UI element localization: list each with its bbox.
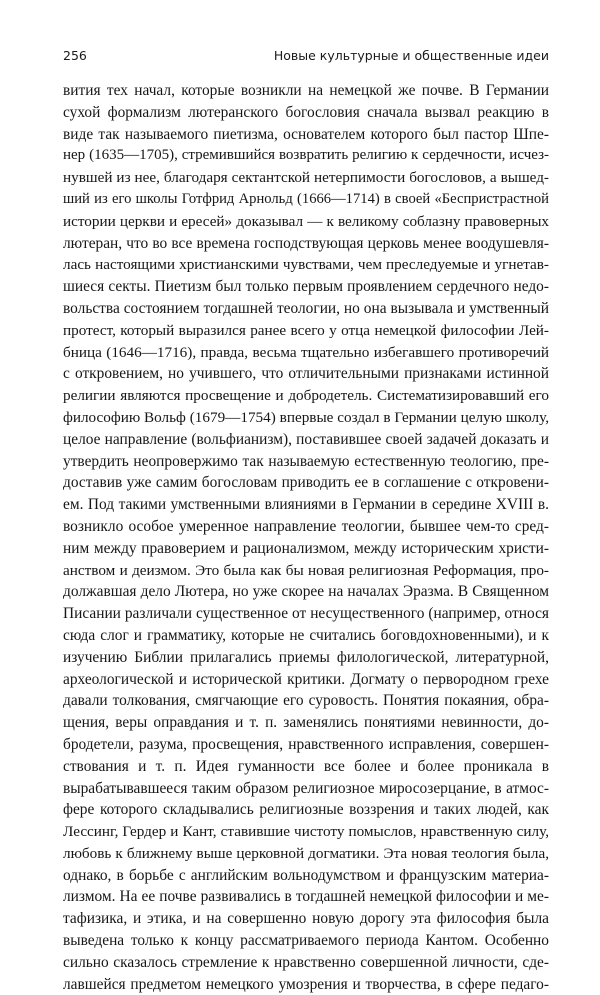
text-line: вырабатывавшееся таким образом религиозное миросозерцание, в атмос- bbox=[63, 779, 549, 797]
text-line: религии являются просвещение и добродетель. Систематизировавший его bbox=[63, 387, 549, 405]
text-line: сюда слог и грамматику, которые не считались боговдохновенными), и к bbox=[63, 626, 549, 644]
text-line: выведена только к концу рассматриваемого периода Кантом. Особенно bbox=[63, 932, 549, 950]
text-line: Писании различали существенное от несущественного (например, относя bbox=[63, 605, 549, 623]
body-text bbox=[63, 80, 549, 995]
text-line: вольства состоянием тогдашней теологии, но она вызывала и умственный bbox=[63, 299, 549, 317]
text-line: тафизика, и этика, и на совершенно новую дорогу эта философия была bbox=[63, 910, 549, 928]
text-line: лавшейся предметом немецкого умозрения и творчества, в сфере педаго- bbox=[63, 975, 549, 993]
text-line: лизмом. На ее почве развивались в тогдашней немецкой философии и ме- bbox=[63, 888, 549, 906]
text-line: возникло особое умеренное направление теологии, бывшее чем-то сред- bbox=[63, 517, 549, 535]
text-line: изучению Библии прилагались приемы филологической, литературной, bbox=[63, 648, 549, 666]
running-title: Новые культурные и общественные идеи bbox=[273, 48, 549, 63]
text-line: ший из его школы Готфрид Арнольд (1666—1714) в своей «Беспристрастной bbox=[63, 190, 549, 207]
text-line: бница (1646—1716), правда, весьма тщательно избегавшего противоречий bbox=[63, 343, 549, 361]
text-line: шиеся секты. Пиетизм был только первым проявлением сердечного недо- bbox=[63, 278, 549, 296]
text-line: сухой формализм лютеранского богословия сначала вызвал реакцию в bbox=[63, 103, 549, 121]
text-line: вития тех начал, которые возникли на немецкой же почве. В Германии bbox=[63, 82, 549, 99]
text-line: виде так называемого пиетизма, основателем которого был пастор Шпе- bbox=[63, 125, 549, 143]
text-line: Лессинг, Гердер и Кант, ставившие чистоту помыслов, нравственную силу, bbox=[63, 823, 549, 841]
text-line: протест, который выразился ранее всего у отца немецкой философии Лей- bbox=[63, 321, 549, 339]
text-line: нувшей из нее, благодаря сектантской нетерпимости богословов, а вышед- bbox=[63, 169, 549, 187]
text-line: ствования и т. п. Идея гуманности все более и более проникала в bbox=[63, 757, 549, 775]
page-header bbox=[63, 48, 549, 64]
text-line: нер (1635—1705), стремившийся возвратить религию к сердечности, исчез- bbox=[63, 147, 549, 164]
text-line: давали толкования, смягчающие его суровость. Понятия покаяния, обра- bbox=[63, 692, 549, 710]
text-line: фере которого складывались религиозные воззрения и таких людей, как bbox=[63, 801, 549, 819]
text-line: с откровением, но учившего, что отличительными признаками истинной bbox=[63, 365, 549, 383]
text-line: доставив уже самим богословам приводить ее в соглашение с откровени- bbox=[63, 474, 549, 492]
text-line: бродетели, разума, просвещения, нравственного исправления, совершен- bbox=[63, 735, 549, 753]
text-line: лась настоящими христианскими чувствами, чем преследуемые и угнетав- bbox=[63, 256, 549, 274]
text-line: щения, веры оправдания и т. п. заменялись понятиями невинности, до- bbox=[63, 714, 549, 732]
text-line: истории церкви и ересей» доказывал — к великому соблазну правоверных bbox=[63, 212, 549, 230]
text-line: утвердить неопровержимо так называемую естественную теологию, пре- bbox=[63, 452, 549, 470]
text-line: философию Вольф (1679—1754) впервые создал в Германии целую школу, bbox=[63, 408, 549, 426]
text-line: должавшая дело Лютера, но уже скорее на началах Эразма. В Священном bbox=[63, 583, 549, 601]
text-line: целое направление (вольфианизм), поставившее своей задачей доказать и bbox=[63, 430, 549, 448]
page-number: 256 bbox=[63, 48, 87, 63]
text-line: лютеран, что во все времена господствующая церковь менее воодушевля- bbox=[63, 234, 549, 252]
text-line: анством и деизмом. Это была как бы новая религиозная Реформация, про- bbox=[63, 561, 549, 579]
text-line: однако, в борьбе с английским вольнодумством и французским материа- bbox=[63, 866, 549, 884]
text-line: любовь к ближнему выше церковной догматики. Эта новая теология была, bbox=[63, 844, 549, 862]
text-line: ним между правоверием и рационализмом, между историческим христи- bbox=[63, 539, 549, 557]
text-line: археологической и исторической критики. Догмату о первородном грехе bbox=[63, 670, 549, 688]
text-line: сильно сказалось стремление к нравственно совершенной личности, сде- bbox=[63, 953, 549, 971]
text-line: ем. Под такими умственными влияниями в Германии в середине XVIII в. bbox=[63, 496, 549, 514]
